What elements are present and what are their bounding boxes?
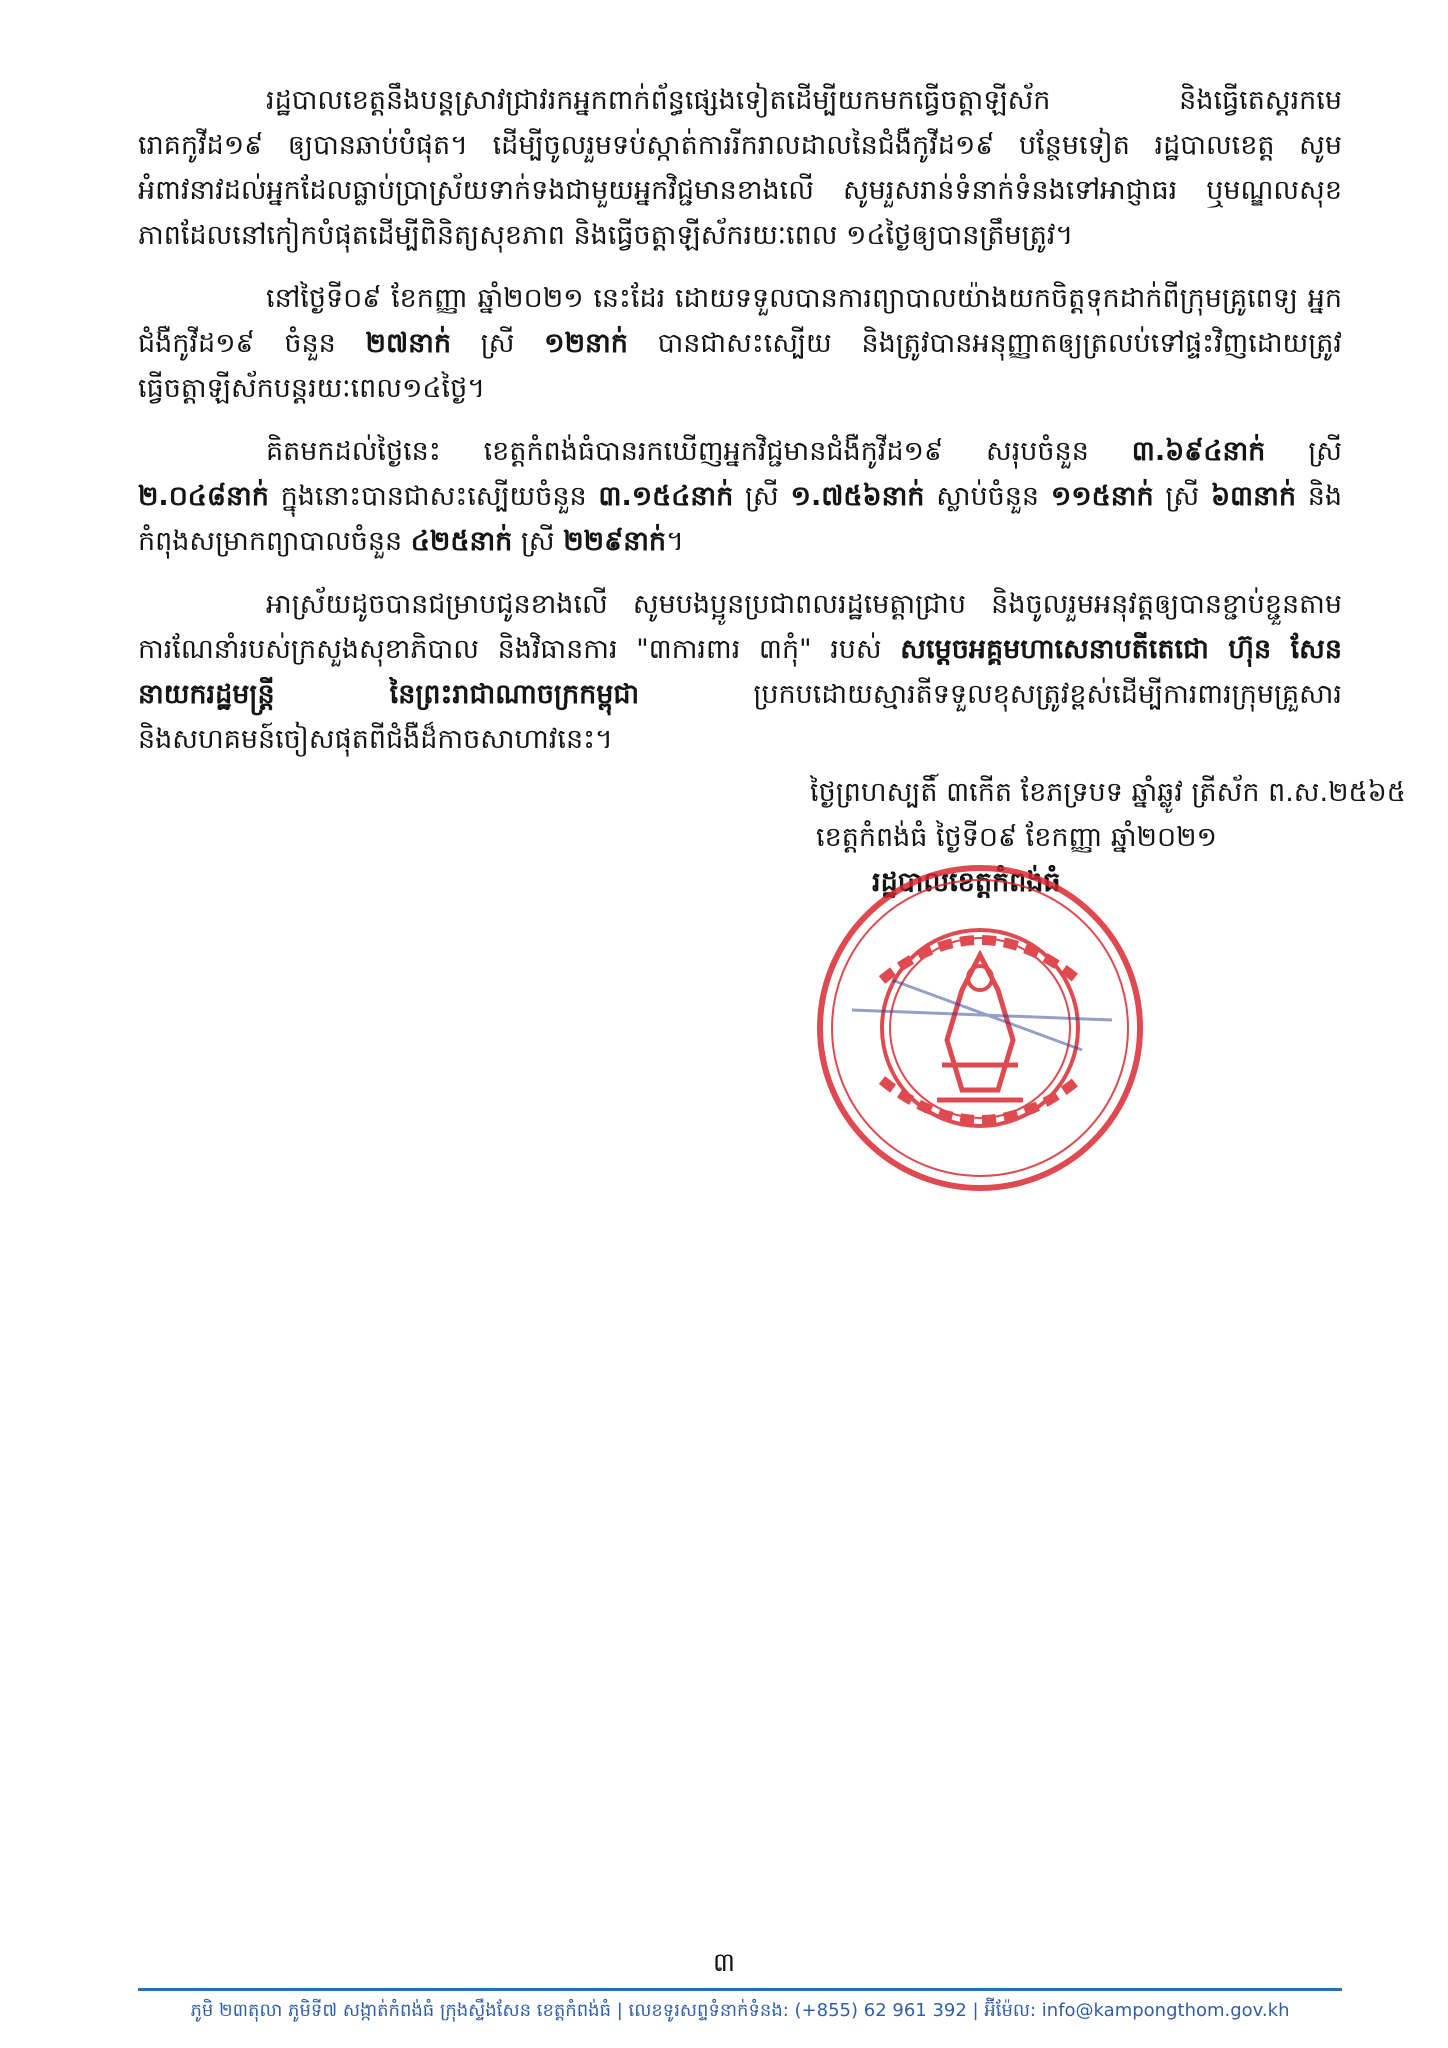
paragraph-appeal: រដ្ឋបាលខេត្តនឹងបន្តស្រាវជ្រាវរកអ្នកពាក់ព័ន្ធផ្សេងទៀតដើម្បីយកមកធ្វើចត្តាឡីស័ក និងធ្វើតេស្តរកមេរោគកូវីដ១៩ ឲ្យបានឆាប់បំផុត។ ដើម្បីចូលរួមទប់ស្កាត់ការរីករាលដាលនៃជំងឺកូវីដ១៩ បន្ថែមទៀត រដ្ឋបាលខេត្ត សូមអំពាវនាវដល់អ្នកដែលធ្លាប់ប្រាស្រ័យទាក់ទងជាមួយអ្នកវិជ្ជមានខាងលើ សូមរួសរាន់ទំនាក់ទំនងទៅអាជ្ញាធរ ឬមណ្ឌលសុខភាពដែលនៅកៀកបំផុតដើម្បីពិនិត្យសុខភាព និងធ្វើចត្តាឡីស័ករយៈពេល ១៤ថ្ងៃឲ្យបានត្រឹមត្រូវ។ (138, 85, 1342, 251)
solar-date: ខេត្តកំពង់ធំ ថ្ងៃទី០៩ ខែកញ្ញា ឆ្នាំ២០២១ (816, 822, 1217, 853)
paragraph-closing: អាស្រ័យដូចបានជម្រាបជូនខាងលើ សូមបងប្អូនប្រជាពលរដ្ឋមេត្តាជ្រាប និងចូលរួមអនុវត្តឲ្យបានខ្ជាប់ខ្ជួនតាមការណែនាំរបស់ក្រសួងសុខាភិបាល និងវិធានការ "៣ការពារ ៣កុំ" របស់ សម្តេចអគ្គមហាសេនាបតីតេជោ ហ៊ុន សែន នាយករដ្ឋមន្ត្រី នៃព្រះរាជាណាចក្រកម្ពុជា ប្រកបដោយស្មារតីទទួលខុសត្រូវខ្ពស់ដើម្បីការពារក្រុមគ្រួសារ និងសហគមន៍ចៀសផុតពីជំងឺដ៏កាចសាហាវនេះ។ (138, 589, 1342, 755)
paragraph-cumulative-stats: គិតមកដល់ថ្ងៃនេះ ខេត្តកំពង់ធំបានរកឃើញអ្នកវិជ្ជមានជំងឺកូវីដ១៩ សរុបចំនួន ៣.៦៩៤នាក់ ស្រី ២.០៤៨នាក់ ក្នុងនោះបានជាសះស្បើយចំនួន ៣.១៥៤នាក់ ស្រី ១.៧៥៦នាក់ ស្លាប់ចំនួន ១១៥នាក់ ស្រី ៦៣នាក់ និងកំពុងសម្រាកព្យាបាលចំនួន ៤២៥នាក់ ស្រី ២២៩នាក់។ (138, 436, 1343, 557)
footer-contact: ភូមិ ២៣តុលា ភូមិទី៧ សង្កាត់កំពង់ធំ ក្រុងស្ទឹងសែន ខេត្តកំពង់ធំ | លេខទូរសព្ទទំនាក់ទំនង: (+855) 62 961 392 | អ៊ីម៉ែល: info@kampongthom.gov.kh (190, 2000, 1290, 2021)
signing-authority: រដ្ឋបាលខេត្តកំពង់ធំ (872, 867, 1061, 898)
page-number: ៣ (712, 1948, 736, 1978)
body-content (138, 78, 1342, 780)
footer-divider (138, 1988, 1342, 1991)
official-seal-icon (812, 860, 1148, 1196)
lunar-date: ថ្ងៃព្រហស្បតិ៍ ៣កើត ខែភទ្របទ ឆ្នាំឆ្លូវ ត្រីស័ក ព.ស.២៥៦៥ (810, 777, 1406, 808)
paragraph-recovered-today: នៅថ្ងៃទី០៩ ខែកញ្ញា ឆ្នាំ២០២១ នេះដែរ ដោយទទួលបានការព្យាបាលយ៉ាងយកចិត្តទុកដាក់ពីក្រុមគ្រូពេទ្យ អ្នកជំងឺកូវីដ១៩ ចំនួន ២៧នាក់ ស្រី ១២នាក់ បានជាសះស្បើយ និងត្រូវបានអនុញ្ញាតឲ្យត្រលប់ទៅផ្ទះវិញដោយត្រូវធ្វើចត្តាឡីស័កបន្តរយៈពេល១៤ថ្ងៃ។ (138, 283, 1342, 404)
